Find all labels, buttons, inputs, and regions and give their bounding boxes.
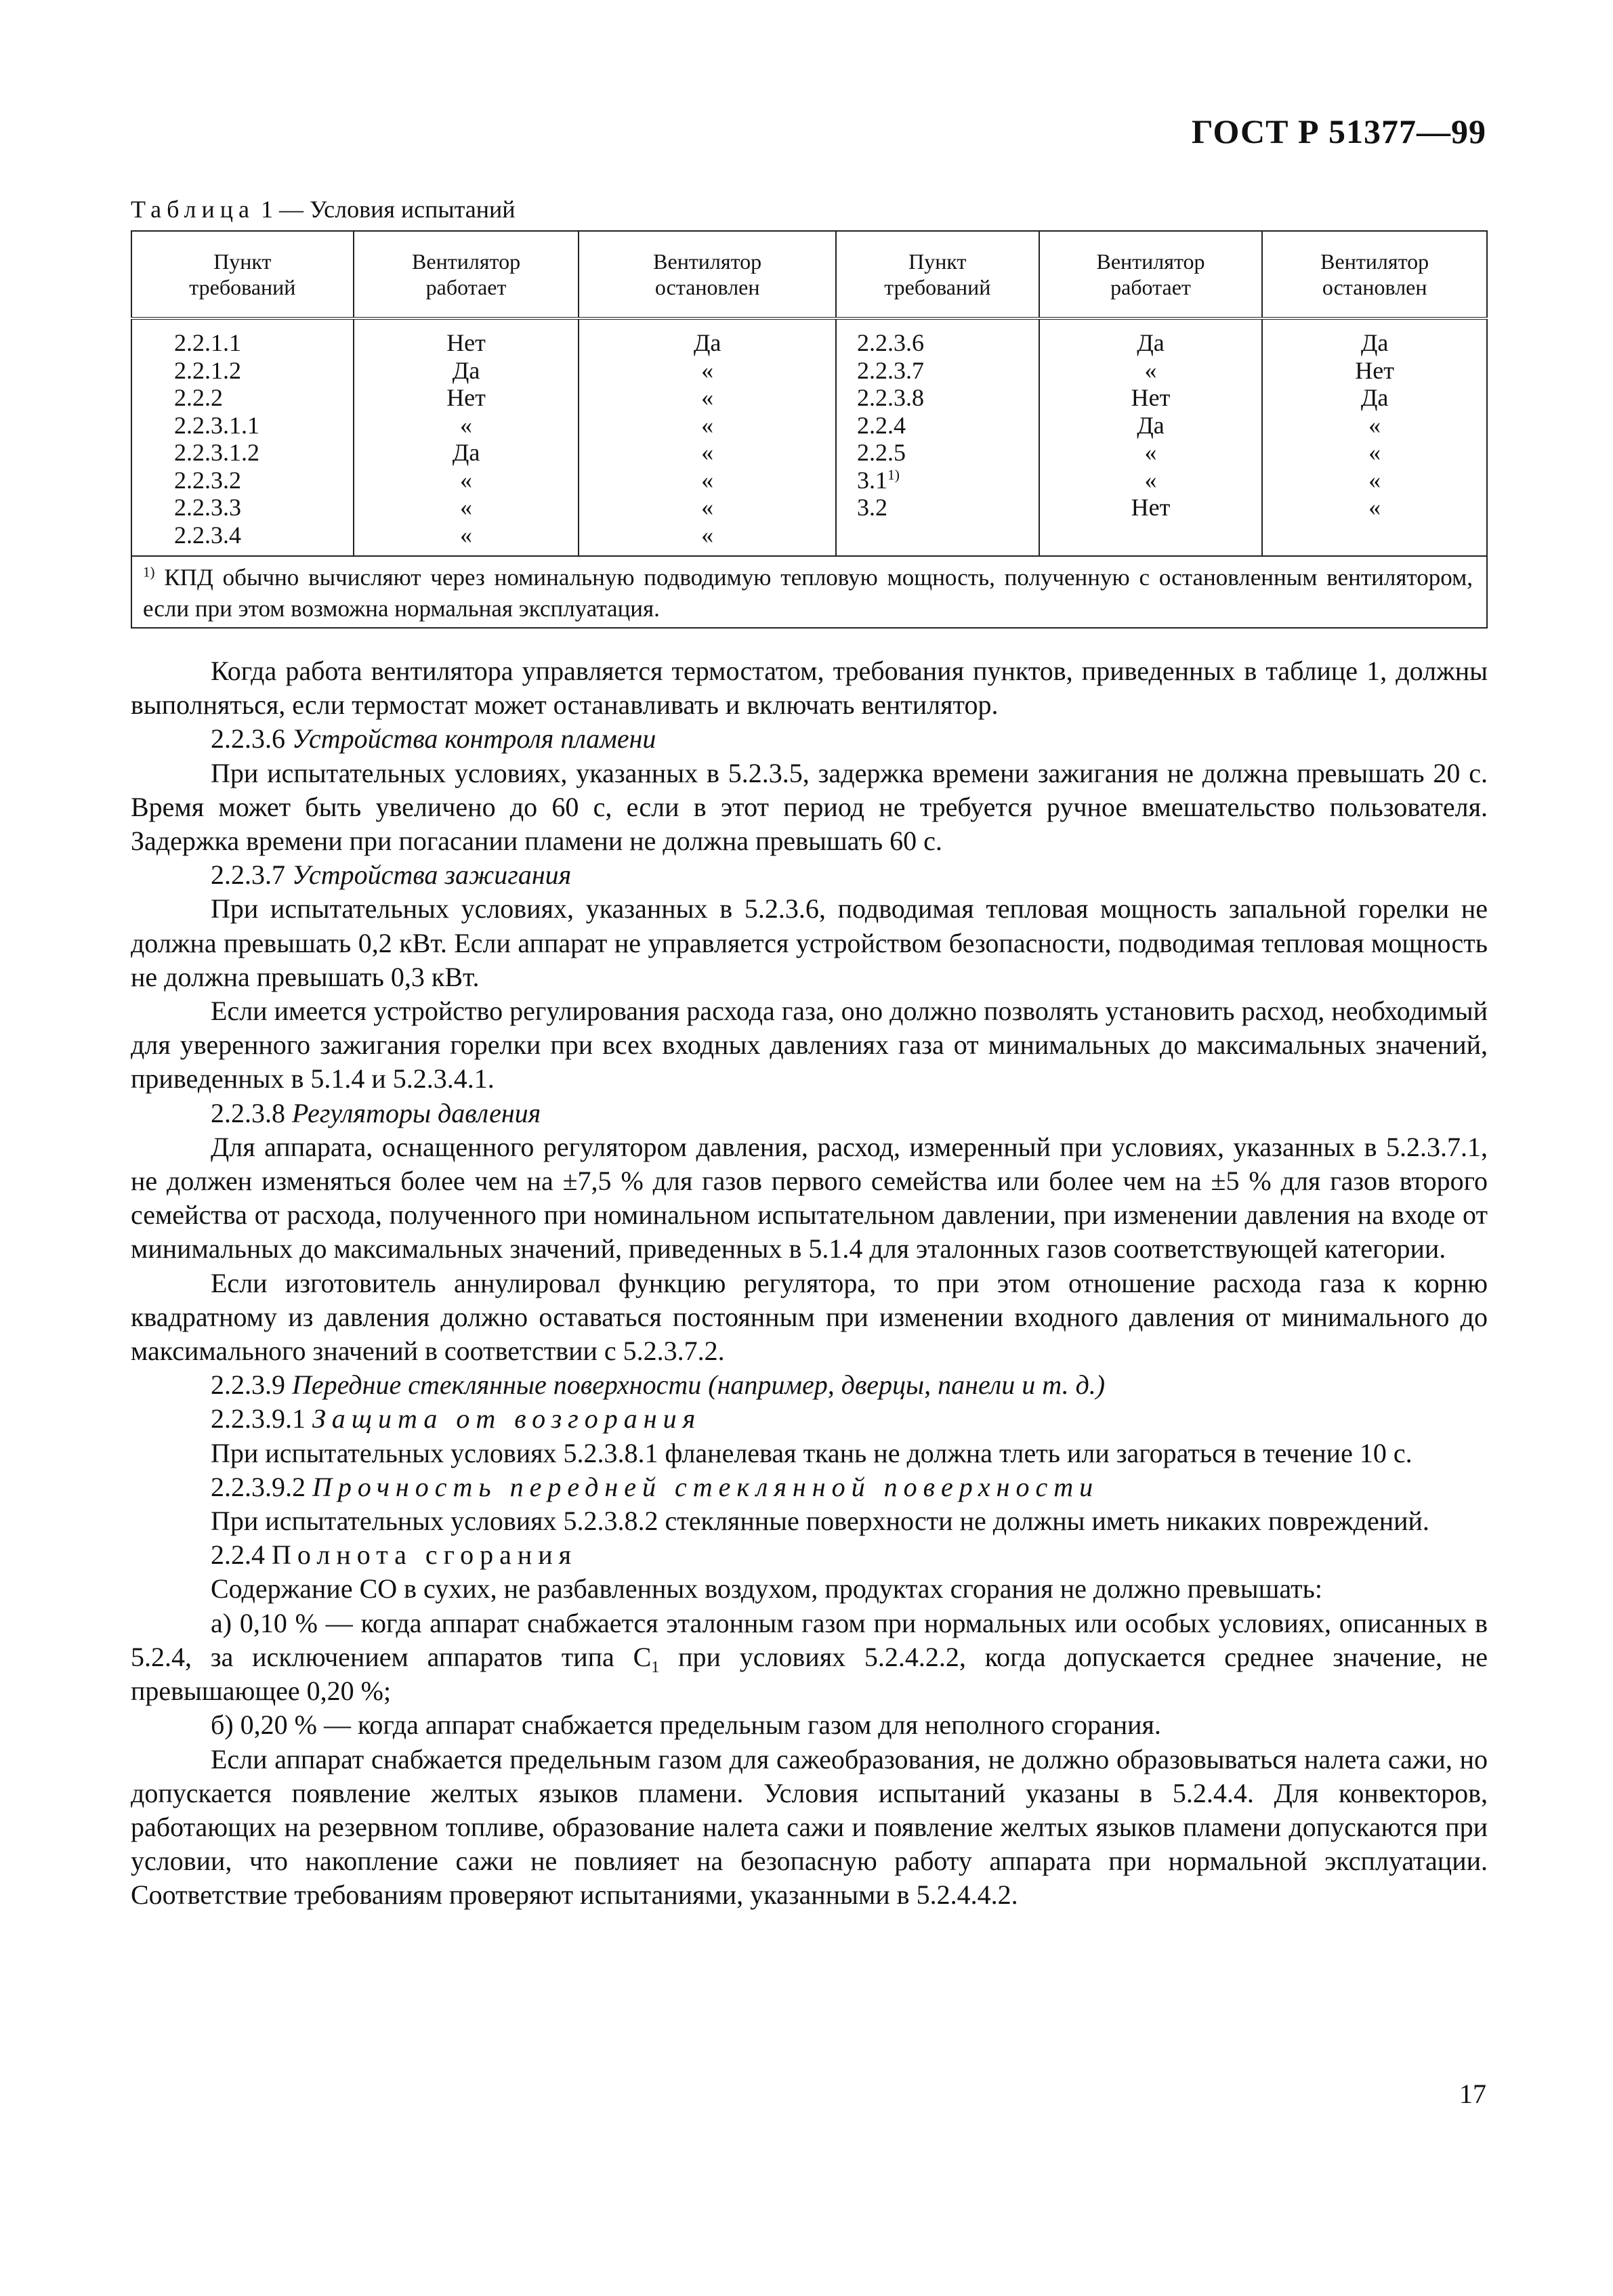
paragraph: При испытательных условиях 5.2.3.8.2 стеклянные поверхности не должны иметь никаких повреждений. bbox=[211, 1506, 1429, 1537]
header-item: Пункт требований bbox=[131, 231, 354, 318]
table-cell: Да bbox=[1137, 411, 1165, 439]
table-footnote bbox=[131, 556, 1487, 628]
paragraph: Содержание СО в сухих, не разбавленных воздухом, продуктах сгорания не должно превышать: bbox=[211, 1573, 1322, 1604]
table-cell: « bbox=[701, 521, 714, 549]
table-caption-prefix: Таблица bbox=[131, 196, 255, 223]
footnote-text: КПД обычно вычисляют через номинальную подводимую тепловую мощность, полученную с остановленным вентилятором, если при этом возможна нормальная эксплуатация. bbox=[143, 564, 1473, 622]
paragraph: Когда работа вентилятора управляется термостатом, требования пунктов, приведенных в таблице 1, должны выполняться, если термостат может останавливать и включать вентилятор. bbox=[131, 656, 1488, 721]
table-cell: « bbox=[1368, 411, 1381, 439]
table-cell: Да bbox=[452, 439, 480, 466]
section-heading-22391: 2.2.3.9.1 Защита от возгорания bbox=[211, 1403, 702, 1434]
table-cell: 2.2.3.3 bbox=[174, 494, 241, 521]
table-cell: Да bbox=[1360, 384, 1389, 411]
table-cell: 2.2.1.1 bbox=[174, 329, 241, 356]
table-header-row bbox=[131, 231, 1487, 318]
table-cell: « bbox=[701, 494, 714, 521]
body-text bbox=[131, 654, 1488, 1913]
header-fan-running: Вентилятор работает bbox=[1039, 231, 1263, 318]
table-cell: 2.2.3.2 bbox=[174, 466, 241, 494]
section-heading-224: 2.2.4 Полнота сгорания bbox=[211, 1539, 578, 1571]
table-cell: Нет bbox=[1131, 494, 1171, 521]
header-fan-running: Вентилятор работает bbox=[354, 231, 579, 318]
table-cell: 3.2 bbox=[856, 494, 887, 521]
table-cell: Нет bbox=[1131, 384, 1171, 411]
table-body-row bbox=[131, 318, 1487, 556]
table-cell: « bbox=[701, 384, 714, 411]
right-stopped-column bbox=[1262, 318, 1487, 556]
table-cell: Нет bbox=[1355, 356, 1395, 384]
table-cell: « bbox=[701, 466, 714, 494]
table-cell: Да bbox=[452, 356, 480, 384]
section-heading-2238: 2.2.3.8 Регуляторы давления bbox=[211, 1097, 541, 1128]
table-cell: 2.2.3.8 bbox=[856, 384, 924, 411]
table-cell: « bbox=[1144, 356, 1157, 384]
page-number: 17 bbox=[1459, 2079, 1486, 2109]
table-cell: « bbox=[701, 356, 714, 384]
table-cell: « bbox=[460, 466, 473, 494]
paragraph: При испытательных условиях 5.2.3.8.1 фланелевая ткань не должна тлеть или загораться в течение 10 с. bbox=[211, 1437, 1412, 1468]
table-cell: « bbox=[1368, 439, 1381, 466]
standard-header: ГОСТ Р 51377—99 bbox=[1191, 112, 1486, 150]
paragraph: Если имеется устройство регулирования расхода газа, оно должно позволять установить расход, необходимый для уверенного зажигания горелки при всех входных давлениях газа от минимальных до максимальных значений, приведенных в 5.1.4 и 5.2.3.4.1. bbox=[131, 996, 1488, 1094]
right-running-column bbox=[1039, 318, 1263, 556]
table-cell: 2.2.1.2 bbox=[174, 356, 241, 384]
paragraph: При испытательных условиях, указанных в 5.2.3.5, задержка времени зажигания не должна превышать 20 с. Время может быть увеличено до 60 с, если в этот период не требуется ручное вмешательство пользователя. Задержка времени при погасании пламени не должна превышать 60 с. bbox=[131, 757, 1488, 857]
table-cell: 2.2.3.1.2 bbox=[174, 439, 259, 466]
table-cell: Да bbox=[693, 329, 721, 356]
header-item: Пункт требований bbox=[836, 231, 1039, 318]
paragraph: Если изготовитель аннулировал функцию регулятора, то при этом отношение расхода газа к корню квадратному из давления должно оставаться постоянным при изменении входного давления от минимального до максимального значений в соответствии с 5.2.3.7.2. bbox=[131, 1267, 1488, 1367]
header-fan-stopped: Вентилятор остановлен bbox=[1262, 231, 1487, 318]
table-cell: « bbox=[1368, 494, 1381, 521]
table-cell: 2.2.3.4 bbox=[174, 521, 241, 549]
table-cell: 2.2.3.7 bbox=[856, 356, 924, 384]
left-items-column bbox=[131, 318, 354, 556]
left-running-column bbox=[354, 318, 579, 556]
table-cell: « bbox=[460, 494, 473, 521]
section-heading-2239: 2.2.3.9 Передние стеклянные поверхности (например, дверцы, панели и т. д.) bbox=[211, 1369, 1106, 1401]
paragraph: Для аппарата, оснащенного регулятором давления, расход, измеренный при условиях, указанных в 5.2.3.7.1, не должен изменяться более чем на ±7,5 % для газов первого семейства или более чем на ±5 % для газов второго семейства от расхода, полученного при номинальном испытательном давлении, при изменении давления на входе от минимальных до максимальных значений, приведенных в 5.1.4 для эталонных газов соответствующей категории. bbox=[131, 1131, 1488, 1264]
table-cell: 3.1$^{1)}$ bbox=[856, 466, 900, 494]
table-cell: 2.2.4 bbox=[856, 411, 906, 439]
table-cell: Нет bbox=[446, 329, 486, 356]
table-cell: 2.2.5 bbox=[856, 439, 906, 466]
right-items-column bbox=[836, 318, 1039, 556]
footnote-marker: 1) bbox=[143, 564, 155, 580]
table-cell: 2.2.2 bbox=[174, 384, 223, 411]
paragraph: Если аппарат снабжается предельным газом для сажеобразования, не должно образовываться налета сажи, но допускается появление желтых языков пламени. Условия испытаний указаны в 5.2.4.4. Для конвекторов, работающих на резервном топливе, образование налета сажи и появление желтых языков пламени допускаются при условии, что накопление сажи не повлияет на безопасную работу аппарата при нормальной эксплуатации. Соответствие требованиям проверяют испытаниями, указанными в 5.2.4.4.2. bbox=[131, 1743, 1488, 1911]
table-cell: « bbox=[1144, 439, 1157, 466]
list-item-a: а) 0,10 % — когда аппарат снабжается эталонным газом при нормальных или особых условиях, описанных в 5.2.4, за исключением аппаратов типа $С_1$ при условиях 5.2.4.2.2, когда допускается среднее значение, не превышающее 0,20 %; bbox=[131, 1607, 1488, 1707]
table-footnote-row bbox=[131, 556, 1487, 628]
footnote-ref: 1) bbox=[887, 466, 900, 483]
table-cell: 2.2.3.6 bbox=[856, 329, 924, 356]
table-cell: « bbox=[701, 411, 714, 439]
section-heading-2236: 2.2.3.6 Устройства контроля пламени bbox=[211, 723, 656, 754]
conditions-table bbox=[131, 230, 1488, 629]
table-cell: Да bbox=[1360, 329, 1389, 356]
table-cell: « bbox=[1368, 466, 1381, 494]
table-cell: Нет bbox=[446, 384, 486, 411]
table-cell: Да bbox=[1137, 329, 1165, 356]
table-cell: « bbox=[460, 411, 473, 439]
table-cell: 2.2.3.1.1 bbox=[174, 411, 259, 439]
header-fan-stopped: Вентилятор остановлен bbox=[579, 231, 836, 318]
section-heading-22392: 2.2.3.9.2 Прочность передней стеклянной поверхности bbox=[211, 1471, 1099, 1502]
table-caption bbox=[131, 195, 516, 224]
table-cell: « bbox=[1144, 466, 1157, 494]
table-cell: « bbox=[460, 521, 473, 549]
section-heading-2237: 2.2.3.7 Устройства зажигания bbox=[211, 859, 572, 891]
list-item-b: б) 0,20 % — когда аппарат снабжается предельным газом для неполного сгорания. bbox=[211, 1709, 1161, 1741]
paragraph: При испытательных условиях, указанных в 5.2.3.6, подводимая тепловая мощность запальной горелки не должна превышать 0,2 кВт. Если аппарат не управляется устройством безопасности, подводимая тепловая мощность не должна превышать 0,3 кВт. bbox=[131, 893, 1488, 992]
table-cell: « bbox=[701, 439, 714, 466]
left-stopped-column bbox=[579, 318, 836, 556]
table-caption-title: 1 — Условия испытаний bbox=[260, 196, 516, 223]
